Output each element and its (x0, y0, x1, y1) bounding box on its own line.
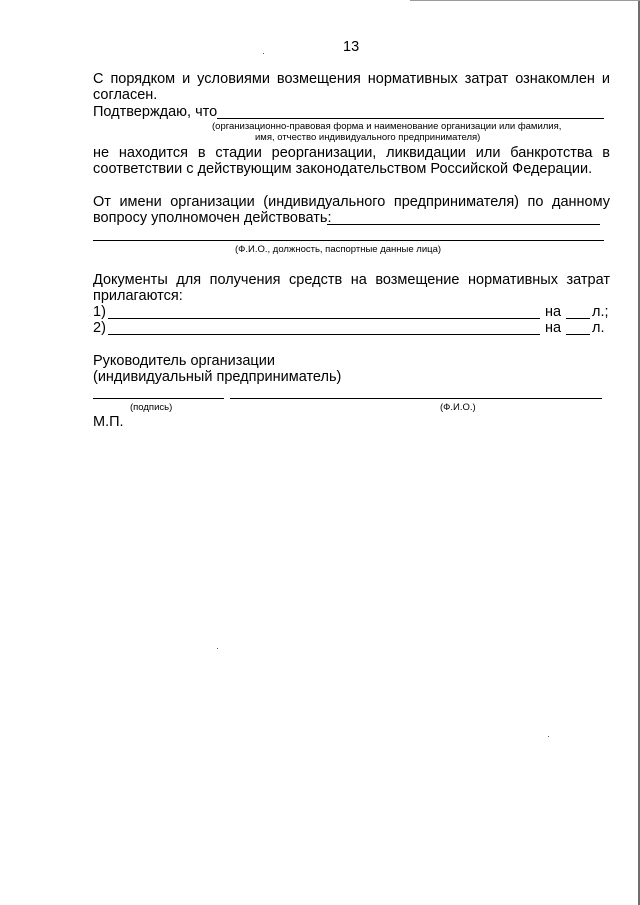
document-item-1-on: на (545, 304, 562, 320)
document-item-2-field[interactable] (108, 334, 540, 335)
document-item-1-sheets-field[interactable] (566, 318, 590, 319)
document-item-2-on: на (545, 320, 562, 336)
document-item-2-sheets-field[interactable] (566, 334, 590, 335)
document-item-1-field[interactable] (108, 318, 540, 319)
signature-hint: (подпись) (130, 402, 173, 413)
confirm-line-1: не находится в стадии реорганизации, ликвидации или банкротства в (93, 145, 610, 161)
authorized-person-field-2[interactable] (93, 240, 604, 241)
page-edge-top (410, 0, 640, 1)
head-title-1: Руководитель организации (93, 353, 275, 369)
full-name-field[interactable] (230, 398, 602, 399)
scan-speck (217, 648, 218, 649)
documents-line-2: прилагаются: (93, 288, 183, 304)
full-name-hint: (Ф.И.О.) (440, 402, 476, 413)
scan-speck (548, 736, 549, 737)
document-item-1-sheets: л.; (592, 304, 609, 320)
organization-hint-1: (организационно-правовая форма и наименование организации или фамилия, (212, 121, 562, 132)
authorized-person-hint: (Ф.И.О., должность, паспортные данные лица) (235, 244, 442, 255)
stamp-place: М.П. (93, 414, 124, 430)
document-item-2-sheets: л. (592, 320, 605, 336)
organization-hint-2: имя, отчество индивидуального предпринимателя) (255, 132, 481, 143)
confirm-label: Подтверждаю, что (93, 104, 218, 120)
head-title-2: (индивидуальный предприниматель) (93, 369, 342, 385)
document-item-1-number: 1) (93, 304, 106, 320)
intro-line-2: согласен. (93, 87, 158, 103)
documents-line-1: Документы для получения средств на возмещение нормативных затрат (93, 272, 610, 288)
authority-line-1: От имени организации (индивидуального предпринимателя) по данному (93, 194, 610, 210)
document-item-2-number: 2) (93, 320, 106, 336)
confirm-line-2: соответствии с действующим законодательством Российской Федерации. (93, 161, 593, 177)
intro-line-1: С порядком и условиями возмещения нормативных затрат ознакомлен и (93, 71, 610, 87)
authorized-person-field[interactable] (327, 224, 600, 225)
scan-speck (263, 53, 264, 54)
signature-field[interactable] (93, 398, 224, 399)
authority-line-2: вопросу уполномочен действовать: (93, 210, 332, 226)
page-number: 13 (343, 39, 360, 55)
organization-name-field[interactable] (217, 118, 604, 119)
